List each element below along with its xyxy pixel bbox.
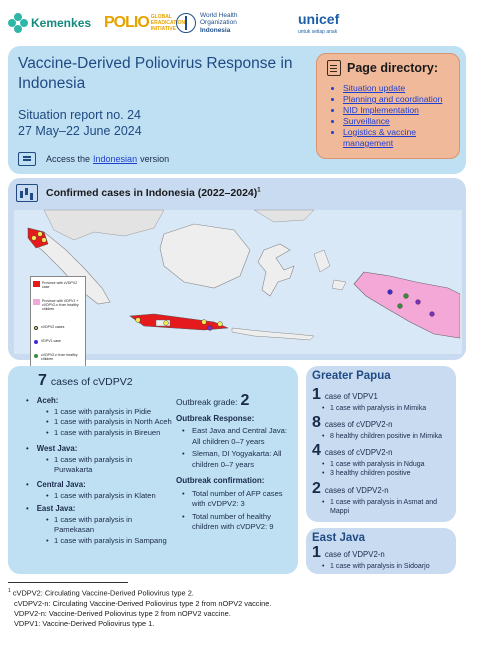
outbreak-grade-value: 2 bbox=[240, 392, 250, 409]
province-east-java: • East Java: • 1 case with paralysis in Pamekasan • 1 case with paralysis in Sampang bbox=[26, 504, 176, 546]
list-item: • Total number of healthy children with cVDPV2: 9 bbox=[192, 512, 294, 533]
outbreak-grade-label: Outbreak grade: bbox=[176, 397, 238, 407]
confirmation-title: Outbreak confirmation: bbox=[176, 476, 265, 485]
papua-stat-vdpv2n: 2 cases of VDPV2-n • 1 case with paralysis in Asmat and Mappi bbox=[312, 480, 456, 516]
legend-province-case: Province with cVDPV2 case bbox=[42, 281, 78, 289]
list-item: • 1 case with paralysis in Klaten bbox=[54, 491, 176, 502]
list-item: • Total number of AFP cases with cVDPV2: 3 bbox=[192, 489, 294, 510]
unicef-sub: untuk setiap anak bbox=[298, 29, 338, 35]
list-item: • 1 case with paralysis in Sidoarjo bbox=[322, 562, 456, 571]
east-java-panel bbox=[306, 528, 456, 574]
legend-vdpv1: VDPV1 case bbox=[41, 339, 61, 343]
response-title: Outbreak Response: bbox=[176, 413, 255, 423]
directory-link-surveillance[interactable]: • Surveillance bbox=[343, 116, 457, 127]
gpei-line-2: ERADICATION bbox=[150, 20, 186, 26]
list-item: • 1 case with paralysis in North Aceh bbox=[54, 417, 176, 428]
cvdpv2-label: cases of cVDPV2 bbox=[50, 376, 133, 388]
greater-papua-panel bbox=[306, 366, 456, 522]
list-item: • 1 case with paralysis in Pamekasan bbox=[54, 515, 164, 536]
kemenkes-mark-icon bbox=[8, 13, 28, 33]
list-item: • 1 case with paralysis in Purwakarta bbox=[54, 455, 164, 476]
kemenkes-text: Kemenkes bbox=[31, 16, 92, 30]
footnote-divider bbox=[8, 582, 128, 583]
directory-icon bbox=[327, 60, 341, 76]
unicef-text: unicef bbox=[298, 11, 340, 27]
access-line bbox=[18, 152, 169, 166]
chart-icon bbox=[16, 184, 38, 202]
cases-title: Confirmed cases in Indonesia (2022–2024)$^1$ bbox=[46, 187, 261, 199]
legend-healthy: cVDPV2-n from healthy children bbox=[41, 353, 78, 361]
report-dates: 27 May–22 June 2024 bbox=[18, 124, 142, 138]
cvdpv2-panel bbox=[8, 366, 298, 574]
footnotes bbox=[8, 586, 468, 630]
partner-logos bbox=[8, 6, 478, 40]
list-item: • 1 case with paralysis in Sampang bbox=[54, 536, 176, 547]
directory-title: Page directory: bbox=[347, 61, 439, 75]
list-item: • 3 healthy children positive bbox=[322, 469, 456, 478]
footnote-3: VDPV2-n: Vaccine-Derived Poliovirus type 2 from nOPV2 vaccine. bbox=[14, 609, 231, 619]
list-item: • 8 healthy children positive in Mimika bbox=[322, 432, 456, 441]
province-central-java: • Central Java: • 1 case with paralysis in Klaten bbox=[26, 480, 176, 501]
footnote-1: $^1$ cVDPV2: Circulating Vaccine-Derived Poliovirus type 2. bbox=[8, 588, 194, 598]
sitrep-number: Situation report no. 24 bbox=[18, 108, 141, 122]
unicef-logo bbox=[298, 6, 398, 40]
directory-link-situation-update[interactable]: • Situation update bbox=[343, 83, 457, 94]
legend-cvdpv2: cVDPV2 cases bbox=[41, 325, 65, 329]
gpei-line-3: INITIATIVE bbox=[150, 26, 176, 32]
who-line-2: Organization bbox=[200, 19, 237, 27]
east-java-stat: 1 case of VDPV2-n • 1 case with paralysis in Sidoarjo bbox=[312, 544, 456, 571]
papua-stat-cvdpv2n-healthy: 8 cases of cVDPV2-n • 8 healthy children positive in Mimika bbox=[312, 414, 456, 441]
papua-title: Greater Papua bbox=[312, 370, 391, 382]
list-item: • 1 case with paralysis in Pidie bbox=[54, 407, 176, 418]
directory-link-nid[interactable]: • NID Implementation bbox=[343, 105, 457, 116]
province-west-java: • West Java: • 1 case with paralysis in Purwakarta bbox=[26, 444, 176, 476]
list-item: • 1 case with paralysis in Nduga bbox=[322, 460, 456, 469]
legend-province-pink: Province with VDPV1 + cVDPV2-n from healthy children bbox=[42, 299, 79, 311]
footnote-2: cVDPV2-n: Circulating Vaccine-Derived Poliovirus type 2 from nOPV2 vaccine. bbox=[14, 598, 272, 608]
papua-stat-vdpv1: 1 case of VDPV1 • 1 case with paralysis in Mimika bbox=[312, 386, 456, 413]
outbreak-info bbox=[176, 392, 294, 535]
who-logo bbox=[176, 6, 296, 40]
indonesia-map bbox=[14, 210, 462, 361]
province-aceh: • Aceh: • 1 case with paralysis in Pidie • 1 case with paralysis in North Aceh • 1 case with paralysis in Bireuen bbox=[26, 396, 176, 438]
report-title: Vaccine-Derived Poliovirus Response in Indonesia bbox=[18, 55, 293, 92]
who-line-3: Indonesia bbox=[200, 26, 231, 34]
east-java-title: East Java bbox=[312, 532, 366, 544]
list-item: • 1 case with paralysis in Asmat and Mappi bbox=[322, 498, 452, 516]
page-directory bbox=[316, 53, 460, 159]
confirmed-cases-panel bbox=[8, 178, 466, 360]
footnote-4: VDPV1: Vaccine-Derived Poliovirus type 1. bbox=[14, 619, 155, 629]
indonesian-version-link[interactable]: Indonesian bbox=[93, 154, 138, 164]
list-item: • Sleman, DI Yogyakarta: All children 0–7 years bbox=[192, 449, 294, 470]
document-icon bbox=[18, 152, 36, 166]
who-line-1: World Health bbox=[200, 11, 238, 19]
gpei-line-1: GLOBAL bbox=[150, 14, 172, 20]
list-item: • East Java and Central Java: All children 0–7 years bbox=[192, 426, 294, 447]
gpei-logo bbox=[104, 6, 186, 40]
cvdpv2-count: 7 bbox=[38, 372, 47, 389]
who-emblem-icon bbox=[176, 13, 196, 33]
access-post: version bbox=[140, 154, 170, 164]
kemenkes-logo bbox=[8, 6, 103, 40]
list-item: • 1 case with paralysis in Mimika bbox=[322, 404, 456, 413]
access-pre: Access the bbox=[46, 154, 91, 164]
directory-link-logistics[interactable]: • Logistics & vaccine management bbox=[343, 127, 457, 149]
papua-stat-cvdpv2n: 4 cases of cVDPV2-n • 1 case with paralysis in Nduga • 3 healthy children positive bbox=[312, 442, 456, 478]
directory-link-planning[interactable]: • Planning and coordination bbox=[343, 94, 457, 105]
gpei-polio-text: POLIO bbox=[104, 14, 149, 31]
list-item: • 1 case with paralysis in Bireuen bbox=[54, 428, 176, 439]
